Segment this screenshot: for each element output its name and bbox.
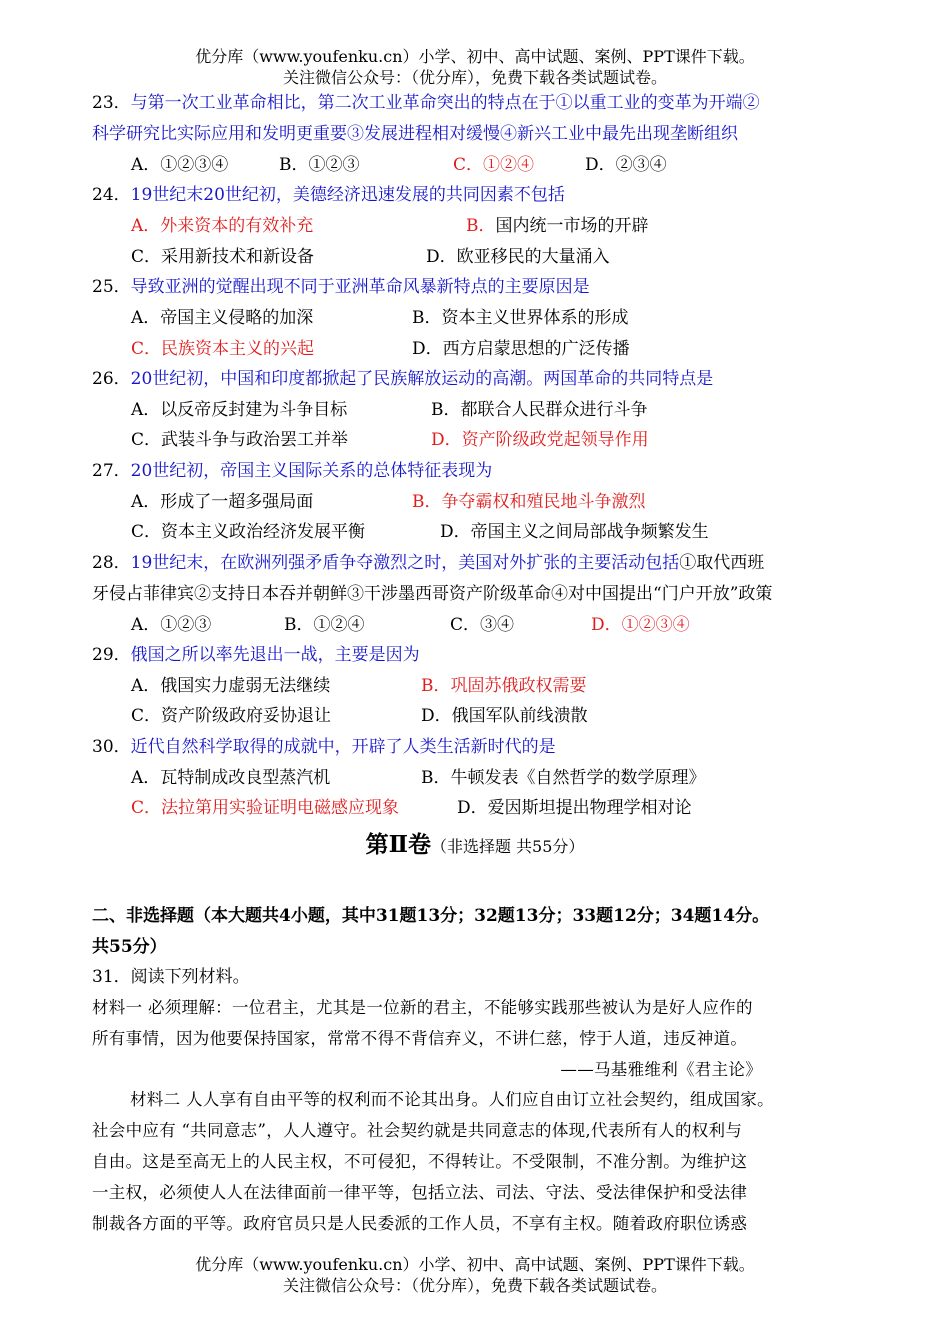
material-2 bbox=[92, 1084, 862, 1239]
material-2-line-4: 一主权，必须使人人在法律面前一律平等，包括立法、司法、守法、受法律保护和受法律 bbox=[92, 1183, 748, 1202]
question-26 bbox=[92, 364, 867, 395]
question-28 bbox=[92, 548, 867, 610]
option-d: D．②③④ bbox=[585, 155, 667, 175]
question-number: 26． bbox=[92, 369, 131, 389]
question-stem: 俄国之所以率先退出一战，主要是因为 bbox=[130, 645, 420, 665]
option-a: A．俄国实力虚弱无法继续 bbox=[131, 676, 331, 696]
option-d-answer: D．①②③④ bbox=[591, 615, 690, 635]
question-stem-cont: 牙侵占菲律宾②支持日本吞并朝鲜③干涉墨西哥资产阶级革命④对中国提出“门户开放”政策 bbox=[92, 584, 773, 604]
question-stem: 20世纪初，中国和印度都掀起了民族解放运动的高潮。两国革命的共同特点是 bbox=[130, 369, 714, 389]
option-c: C．资本主义政治经济发展平衡 bbox=[131, 522, 366, 542]
option-c: C．③④ bbox=[450, 615, 515, 635]
question-stem: 导致亚洲的觉醒出现不同于亚洲革命风暴新特点的主要原因是 bbox=[130, 277, 590, 297]
header-line-1: 优分库（www.youfenku.cn）小学、初中、高中试题、案例、PPT课件下载。 bbox=[195, 47, 755, 66]
question-27 bbox=[92, 456, 867, 487]
question-number: 27． bbox=[92, 461, 131, 481]
question-25 bbox=[92, 272, 867, 303]
section-title-sub: （非选择题 共55分） bbox=[430, 837, 585, 856]
option-b: B．①②③ bbox=[279, 155, 360, 175]
question-number: 24． bbox=[92, 185, 131, 205]
option-d: D．欧亚移民的大量涌入 bbox=[426, 247, 610, 267]
material-2-line-3: 自由。这是至高无上的人民主权，不可侵犯，不得转让。不受限制，不准分割。为维护这 bbox=[92, 1152, 748, 1171]
question-stem: 近代自然科学取得的成就中，开辟了人类生活新时代的是 bbox=[130, 737, 556, 757]
header-line-2: 关注微信公众号：（优分库），免费下载各类试题试卷。 bbox=[282, 68, 667, 87]
question-30 bbox=[92, 732, 867, 763]
option-b: B．资本主义世界体系的形成 bbox=[412, 308, 629, 328]
option-a: A．以反帝反封建为斗争目标 bbox=[131, 400, 348, 420]
option-d: D．俄国军队前线溃散 bbox=[421, 706, 588, 726]
option-a: A．①②③ bbox=[131, 615, 212, 635]
section-title bbox=[0, 826, 950, 859]
question-stem: 19世纪末，在欧洲列强矛盾争夺激烈之时，美国对外扩张的主要活动包括 bbox=[130, 553, 680, 573]
option-a: A．瓦特制成改良型蒸汽机 bbox=[131, 768, 331, 788]
material-2-line-2: 社会中应有 “共同意志”，人人遵守。社会契约就是共同意志的体现,代表所有人的权利与 bbox=[92, 1121, 743, 1140]
option-c-answer: C．①②④ bbox=[453, 155, 535, 175]
option-c-answer: C．民族资本主义的兴起 bbox=[131, 339, 315, 359]
option-b: B．都联合人民群众进行斗争 bbox=[431, 400, 648, 420]
question-31: 31．阅读下列材料。 bbox=[92, 967, 250, 987]
option-d: D．帝国主义之间局部战争频繁发生 bbox=[440, 522, 709, 542]
option-b: B．牛顿发表《自然哲学的数学原理》 bbox=[421, 768, 706, 788]
question-stem: 与第一次工业革命相比，第二次工业革命突出的特点在于①以重工业的变革为开端② bbox=[130, 93, 760, 113]
section-title-main: 第Ⅱ卷 bbox=[365, 831, 431, 858]
question-23 bbox=[92, 88, 867, 150]
question-stem: 19世纪末20世纪初，美德经济迅速发展的共同因素不包括 bbox=[130, 185, 565, 205]
question-29 bbox=[92, 640, 867, 671]
material-1-source: ——马基雅维利《君主论》 bbox=[560, 1060, 762, 1079]
option-a-answer: A．外来资本的有效补充 bbox=[131, 216, 314, 236]
material-2-line-1: 材料二 人人享有自由平等的权利而不论其出身。人们应自由订立社会契约，组成国家。 bbox=[130, 1090, 774, 1109]
question-number: 29． bbox=[92, 645, 131, 665]
question-number: 25． bbox=[92, 277, 131, 297]
option-b-answer: B．争夺霸权和殖民地斗争激烈 bbox=[412, 492, 646, 512]
option-c: C．资产阶级政府妥协退让 bbox=[131, 706, 332, 726]
page-footer bbox=[0, 1254, 950, 1296]
material-1-line-2: 所有事情，因为他要保持国家，常常不得不背信弃义，不讲仁慈，悖于人道，违反神道。 bbox=[92, 1029, 748, 1048]
question-stem-tail: ①取代西班 bbox=[679, 553, 765, 573]
question-stem: 20世纪初，帝国主义国际关系的总体特征表现为 bbox=[130, 461, 493, 481]
part2-heading-line-2: 共55分） bbox=[92, 937, 167, 957]
option-b-answer: B．巩固苏俄政权需要 bbox=[421, 676, 587, 696]
option-d: D．爱因斯坦提出物理学相对论 bbox=[457, 798, 692, 818]
option-c: C．采用新技术和新设备 bbox=[131, 247, 315, 267]
part2-heading-line-1: 二、非选择题（本大题共4小题，其中31题13分；32题13分；33题12分；34题14分。 bbox=[92, 906, 770, 926]
footer-line-2: 关注微信公众号：（优分库），免费下载各类试题试卷。 bbox=[282, 1276, 667, 1295]
material-1 bbox=[92, 992, 862, 1085]
option-b: B．①②④ bbox=[284, 615, 365, 635]
option-a: A．①②③④ bbox=[131, 155, 229, 175]
option-c-answer: C．法拉第用实验证明电磁感应现象 bbox=[131, 798, 400, 818]
part2-heading bbox=[92, 901, 862, 963]
page-header bbox=[0, 46, 950, 88]
question-24 bbox=[92, 180, 867, 211]
material-1-line-1: 材料一 必须理解：一位君主，尤其是一位新的君主，不能够实践那些被认为是好人应作的 bbox=[92, 998, 753, 1017]
material-2-line-5: 制裁各方面的平等。政府官员只是人民委派的工作人员，不享有主权。随着政府职位诱惑 bbox=[92, 1214, 748, 1233]
option-b: B．国内统一市场的开辟 bbox=[466, 216, 649, 236]
option-a: A．帝国主义侵略的加深 bbox=[131, 308, 314, 328]
option-d-answer: D．资产阶级政党起领导作用 bbox=[431, 430, 649, 450]
question-number: 23． bbox=[92, 93, 131, 113]
question-stem-cont: 科学研究比实际应用和发明更重要③发展进程相对缓慢④新兴工业中最先出现垄断组织 bbox=[92, 124, 738, 144]
question-number: 30． bbox=[92, 737, 131, 757]
option-d: D．西方启蒙思想的广泛传播 bbox=[412, 339, 630, 359]
footer-line-1: 优分库（www.youfenku.cn）小学、初中、高中试题、案例、PPT课件下载。 bbox=[195, 1255, 755, 1274]
option-a: A．形成了一超多强局面 bbox=[131, 492, 314, 512]
option-c: C．武装斗争与政治罢工并举 bbox=[131, 430, 349, 450]
question-number: 28． bbox=[92, 553, 131, 573]
